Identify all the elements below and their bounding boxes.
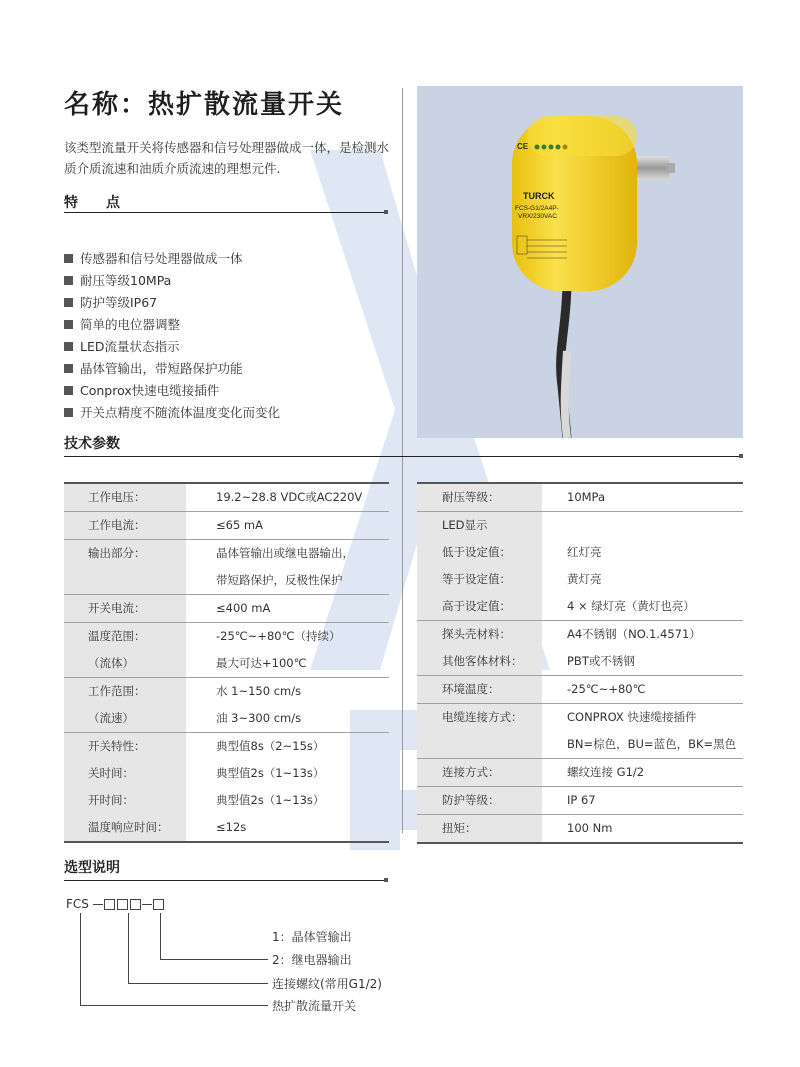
bullet-square-icon xyxy=(64,342,73,351)
feature-item xyxy=(64,358,280,380)
spec-row xyxy=(417,787,743,815)
spec-row xyxy=(64,787,389,814)
spec-label: 关时间： xyxy=(88,766,134,780)
bullet-square-icon xyxy=(64,364,73,373)
spec-value: 典型值2s（1~13s） xyxy=(216,793,325,807)
code-dash xyxy=(142,904,152,905)
feature-text: 晶体管输出，带短路保护功能 xyxy=(80,361,243,376)
model-label-1: FCS-G1/2A4P- xyxy=(515,205,559,212)
spec-row xyxy=(64,814,389,842)
spec-label: 工作电流： xyxy=(88,518,146,532)
spec-label: 温度响应时间： xyxy=(88,820,169,834)
spec-label: 探头壳材料： xyxy=(442,627,511,641)
spec-label: 开关特性： xyxy=(88,739,146,753)
spec-row xyxy=(64,512,389,540)
spec-value: -25℃~+80℃（持续） xyxy=(216,629,341,643)
spec-row xyxy=(417,676,743,704)
spec-value: IP 67 xyxy=(567,793,596,807)
spec-row xyxy=(417,483,743,512)
spec-label xyxy=(64,567,186,594)
bullet-square-icon xyxy=(64,386,73,395)
spec-row xyxy=(64,567,389,595)
spec-label: （流速） xyxy=(88,711,134,725)
spec-value: 典型值8s（2~15s） xyxy=(216,739,325,753)
features-list xyxy=(64,248,280,424)
spec-row xyxy=(64,678,389,706)
leader-line-3h xyxy=(160,959,268,960)
spec-label: 工作电压： xyxy=(88,490,146,504)
feature-text: 耐压等级10MPa xyxy=(80,273,172,288)
spec-value xyxy=(542,512,743,539)
spec-label: 等于设定值： xyxy=(442,572,511,586)
feature-text: Conprox快速电缆接插件 xyxy=(80,383,220,398)
feature-text: 防护等级IP67 xyxy=(80,295,158,310)
spec-label: 扭矩： xyxy=(442,821,477,835)
spec-row xyxy=(64,733,389,761)
selection-heading: 选型说明 xyxy=(64,860,120,876)
spec-label xyxy=(417,731,542,758)
spec-label: 环境温度： xyxy=(442,682,500,696)
spec-label: 开关电流： xyxy=(88,601,146,615)
spec-value: 油 3~300 cm/s xyxy=(216,711,302,725)
spec-value: 10MPa xyxy=(567,490,606,504)
spec-value: 水 1~150 cm/s xyxy=(216,684,302,698)
spec-value: BN=棕色，BU=蓝色，BK=黑色 xyxy=(567,737,737,751)
bullet-square-icon xyxy=(64,320,73,329)
bullet-square-icon xyxy=(64,408,73,417)
model-label-2: VRX/230VAC xyxy=(518,213,557,220)
code-box-4 xyxy=(153,899,164,910)
spec-label: 电缆连接方式： xyxy=(442,710,523,724)
spec-label: 工作范围： xyxy=(88,684,146,698)
model-code-prefix: FCS xyxy=(66,897,89,911)
spec-label: LED显示 xyxy=(442,518,488,532)
spec-label: 温度范围： xyxy=(88,629,146,643)
spec-value: ≤400 mA xyxy=(216,601,271,615)
feature-text: 开关点精度不随流体温度变化而变化 xyxy=(80,405,281,420)
cable-grey xyxy=(565,351,567,438)
spec-label: 耐压等级： xyxy=(442,490,500,504)
spec-label: 低于设定值： xyxy=(442,545,511,559)
spec-value: CONPROX 快速缆接插件 xyxy=(567,710,697,724)
spec-label: 防护等级： xyxy=(442,793,500,807)
code-box-1 xyxy=(104,899,115,910)
spec-value: -25℃~+80℃ xyxy=(567,682,646,696)
spec-label: 连接方式： xyxy=(442,765,500,779)
spec-value: PBT或不锈钢 xyxy=(567,654,635,668)
page-title: 名称：热扩散流量开关 xyxy=(64,90,345,120)
feature-item xyxy=(64,314,280,336)
spec-value: 螺纹连接 G1/2 xyxy=(567,765,645,779)
feature-item xyxy=(64,270,280,292)
spec-value: 黄灯亮 xyxy=(567,572,602,586)
selection-item-3: 连接螺纹(常用G1/2) xyxy=(272,977,382,991)
specs-heading-rule xyxy=(64,456,742,457)
selection-heading-dot xyxy=(384,878,388,882)
spec-value: ≤65 mA xyxy=(216,518,263,532)
spec-row xyxy=(417,815,743,844)
leader-line-1 xyxy=(80,913,81,1005)
spec-row xyxy=(417,512,743,540)
spec-label: （流体） xyxy=(88,656,134,670)
spec-value: 19.2~28.8 VDC或AC220V xyxy=(216,490,363,504)
code-dash xyxy=(93,904,103,905)
spec-row xyxy=(417,593,743,621)
code-box-3 xyxy=(130,899,141,910)
ce-mark: CE xyxy=(517,142,529,151)
selection-item-4: 热扩散流量开关 xyxy=(272,999,357,1013)
spec-value: 带短路保护，反极性保护 xyxy=(216,573,343,587)
spec-row xyxy=(64,623,389,651)
intro-text: 该类型流量开关将传感器和信号处理器做成一体，是检测水质介质流速和油质介质流速的理想元件. xyxy=(64,140,390,176)
spec-label: 其他客体材料： xyxy=(442,654,523,668)
spec-label: 高于设定值： xyxy=(442,599,511,613)
spec-value: 典型值2s（1~13s） xyxy=(216,766,325,780)
feature-text: LED流量状态指示 xyxy=(80,339,180,354)
bullet-square-icon xyxy=(64,298,73,307)
spec-row xyxy=(417,566,743,593)
code-box-2 xyxy=(117,899,128,910)
spec-row xyxy=(417,704,743,732)
features-heading: 特 点 xyxy=(64,195,120,211)
spec-value: ≤12s xyxy=(216,820,247,834)
feature-item xyxy=(64,380,280,402)
feature-item xyxy=(64,292,280,314)
spec-value: 100 Nm xyxy=(567,821,613,835)
spec-row xyxy=(64,483,389,512)
specs-table-left xyxy=(64,482,389,843)
bullet-square-icon xyxy=(64,276,73,285)
feature-text: 简单的电位器调整 xyxy=(80,317,181,332)
brand-label: TURCK xyxy=(523,191,555,201)
leader-line-3 xyxy=(160,913,161,959)
spec-label: 输出部分： xyxy=(88,546,146,560)
spec-value: 红灯亮 xyxy=(567,545,602,559)
flow-switch-illustration xyxy=(417,86,743,438)
spec-value: 晶体管输出或继电器输出， xyxy=(216,546,354,560)
spec-row xyxy=(417,539,743,566)
spec-value: 最大可达+100℃ xyxy=(216,656,307,670)
feature-item xyxy=(64,248,280,270)
spec-row xyxy=(417,621,743,649)
features-heading-dot xyxy=(384,210,388,214)
features-heading-rule xyxy=(64,212,386,213)
spec-row xyxy=(64,595,389,623)
selection-heading-rule xyxy=(64,880,386,881)
model-code xyxy=(66,897,165,911)
leader-line-2h xyxy=(128,983,268,984)
spec-row xyxy=(64,540,389,568)
column-divider xyxy=(402,88,403,833)
specs-heading-dot xyxy=(739,454,743,458)
feature-item xyxy=(64,336,280,358)
specs-heading: 技术参数 xyxy=(64,436,120,452)
spec-row xyxy=(417,759,743,787)
spec-row xyxy=(64,650,389,678)
spec-label: 开时间： xyxy=(88,793,134,807)
spec-row xyxy=(417,648,743,676)
selection-item-1: 1：晶体管输出 xyxy=(272,930,352,944)
specs-table-right xyxy=(417,482,743,844)
spec-row xyxy=(417,731,743,759)
leader-line-2 xyxy=(128,913,129,983)
spec-row xyxy=(64,760,389,787)
feature-item xyxy=(64,402,280,424)
feature-text: 传感器和信号处理器做成一体 xyxy=(80,251,243,266)
selection-item-2: 2：继电器输出 xyxy=(272,953,352,967)
product-photo xyxy=(417,86,743,438)
leader-line-1h xyxy=(80,1005,268,1006)
spec-value: A4不锈钢（NO.1.4571） xyxy=(567,627,701,641)
bullet-square-icon xyxy=(64,254,73,263)
spec-value: 4 × 绿灯亮（黄灯也亮） xyxy=(567,599,695,613)
spec-row xyxy=(64,705,389,733)
